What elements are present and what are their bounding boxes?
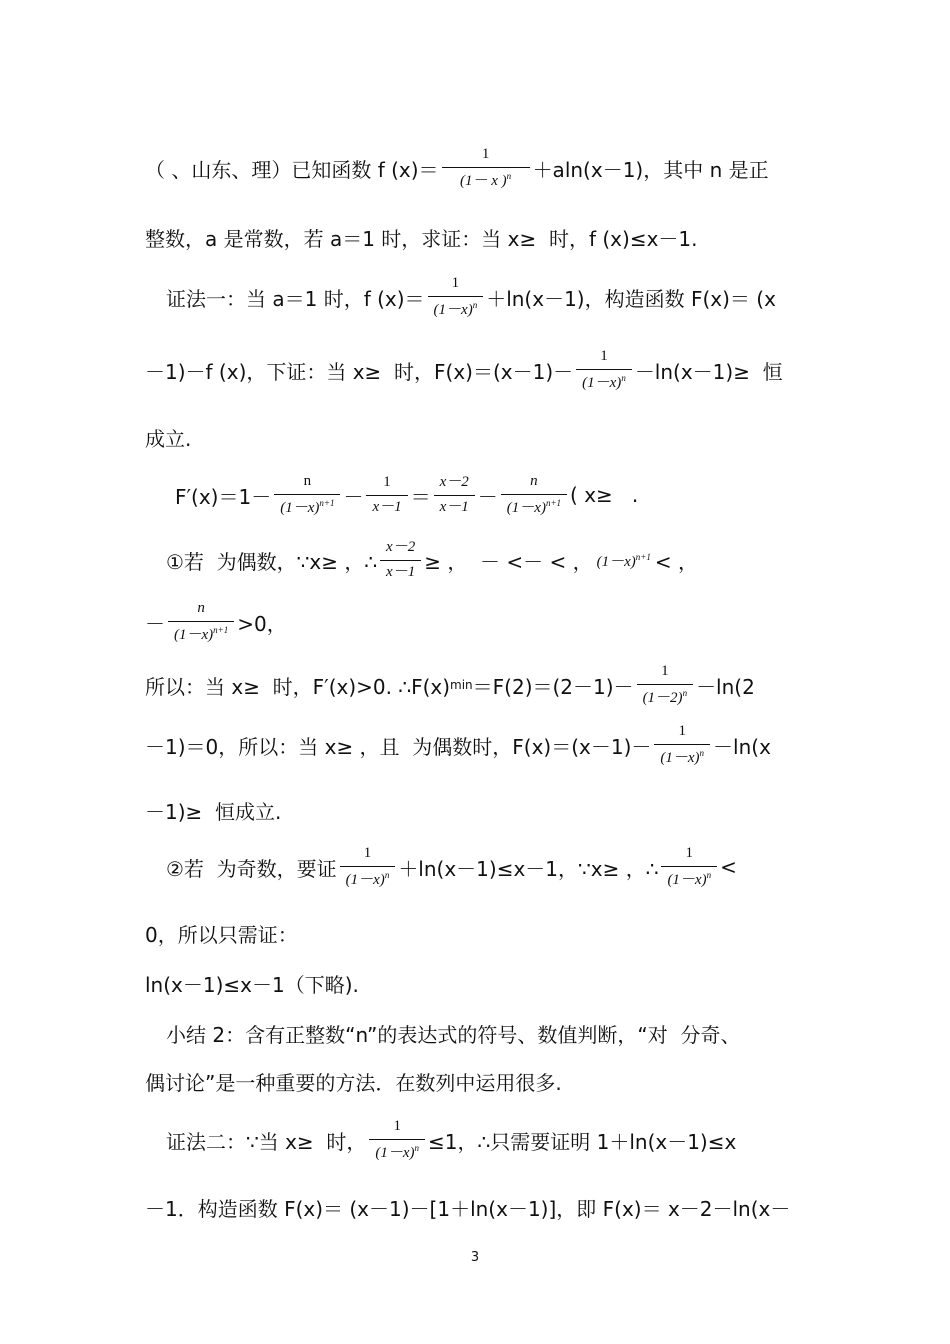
- text-segment: －1．构造函数 F(x)＝ (x－1)－[1＋ln(x－1)]，即 F(x)＝ x－2－ln(x－: [145, 1196, 791, 1221]
- text-segment: ≥ ， － <－ < ，: [424, 549, 593, 574]
- text-segment: －ln(x: [713, 734, 771, 759]
- fraction: $\frac{x-2}{x-1}$: [434, 474, 475, 516]
- fraction: $\frac{1}{(1-x)^n}$: [576, 348, 632, 392]
- text-segment: ＝F(2)＝(2－1)－: [472, 674, 634, 699]
- text-segment: <: [720, 855, 737, 879]
- text-segment: ( x≥ .: [570, 483, 639, 507]
- text-segment: －: [145, 611, 165, 636]
- text-line-11: [145, 785, 281, 835]
- operator: －: [343, 484, 364, 509]
- power-expression: $(1-x)^{n+1}$: [596, 551, 651, 570]
- text-segment: F′(x)＝1－: [175, 484, 272, 509]
- text-line-7: [166, 535, 698, 585]
- fraction: $\frac{1}{x-1}$: [366, 474, 407, 516]
- text-segment: ＋ln(x－1)≤x－1，∵x≥ ，∴: [398, 856, 659, 881]
- text-segment: ln(x－1)≤x－1（下略).: [145, 972, 359, 997]
- text-segment: －1)－f (x)，下证：当 x≥ 时，F(x)＝(x－1)－: [145, 359, 574, 384]
- fraction: $\frac{n}{(1-x)^{n+1}}$: [168, 600, 234, 644]
- fraction: $\frac{n}{(1-x)^{n+1}}$: [501, 473, 567, 517]
- text-segment: －ln(x－1)≥ 恒: [634, 359, 783, 384]
- text-line-3: [166, 272, 776, 322]
- text-segment: （ 、山东、理）已知函数 f (x)＝: [145, 157, 439, 182]
- text-segment: ≤1，∴只需要证明 1＋ln(x－1)≤x: [428, 1129, 737, 1154]
- fraction: $\frac{1}{(1-x)^n}$: [654, 723, 710, 767]
- text-segment: ②若 为奇数，要证: [166, 856, 337, 881]
- text-segment: < ，: [654, 549, 698, 574]
- text-segment: ＋aln(x－1)，其中 n 是正: [532, 157, 769, 182]
- text-line-9: [145, 660, 755, 710]
- operator: ＝: [410, 484, 431, 509]
- text-segment: 成立.: [145, 426, 192, 451]
- text-segment: －1)≥ 恒成立.: [145, 799, 282, 824]
- text-segment: 0，所以只需证：: [145, 922, 298, 947]
- text-line-6: [175, 470, 638, 520]
- text-line-13: [145, 908, 298, 958]
- text-segment: 整数，a 是常数，若 a＝1 时，求证：当 x≥ 时，f (x)≤x－1.: [145, 226, 698, 251]
- text-segment: 证法一：当 a＝1 时，f (x)＝: [166, 286, 425, 311]
- fraction: $\frac{1}{(1-x)^n}$: [369, 1118, 425, 1162]
- text-line-12: [166, 842, 737, 892]
- text-line-15: [166, 1008, 740, 1058]
- text-segment: 小结 2：含有正整数“n”的表达式的符号、数值判断，“对 分奇、: [166, 1022, 741, 1047]
- text-line-14: [145, 958, 359, 1008]
- text-line-1: [145, 143, 769, 193]
- text-line-8: [145, 597, 287, 647]
- fraction: $\frac{1}{(1- x )^n}$: [442, 146, 530, 190]
- text-segment: >0，: [237, 611, 287, 636]
- operator: －: [477, 484, 498, 509]
- text-segment: ＋ln(x－1)，构造函数 F(x)＝ (x: [486, 286, 776, 311]
- fraction: $\frac{x-2}{x-1}$: [380, 539, 421, 581]
- text-segment: 所以：当 x≥ 时，F′(x)>0. ∴F(x): [145, 674, 451, 699]
- text-line-18: [145, 1182, 790, 1232]
- subscript: min: [450, 678, 473, 692]
- fraction: $\frac{1}{(1-x)^n}$: [661, 845, 717, 889]
- text-segment: －1)＝0，所以：当 x≥ ，且 为偶数时，F(x)＝(x－1)－: [145, 734, 652, 759]
- text-line-4: [145, 345, 783, 395]
- text-line-5: [145, 412, 191, 462]
- fraction: $\frac{n}{(1-x)^{n+1}}$: [274, 473, 340, 517]
- page-number: 3: [470, 1250, 480, 1265]
- fraction: $\frac{1}{(1-2)^n}$: [637, 663, 694, 707]
- text-segment: ①若 为偶数，∵x≥ ，∴: [166, 549, 378, 574]
- text-line-10: [145, 720, 771, 770]
- text-line-2: [145, 212, 698, 262]
- text-line-16: [145, 1056, 562, 1106]
- fraction: $\frac{1}{(1-x)^n}$: [428, 275, 484, 319]
- fraction: $\frac{1}{(1-x)^n}$: [340, 845, 396, 889]
- text-segment: 偶讨论”是一种重要的方法．在数列中运用很多.: [145, 1070, 562, 1095]
- text-segment: 证法二：∵当 x≥ 时，: [166, 1129, 367, 1154]
- text-line-17: [166, 1115, 736, 1165]
- text-segment: －ln(2: [696, 674, 755, 699]
